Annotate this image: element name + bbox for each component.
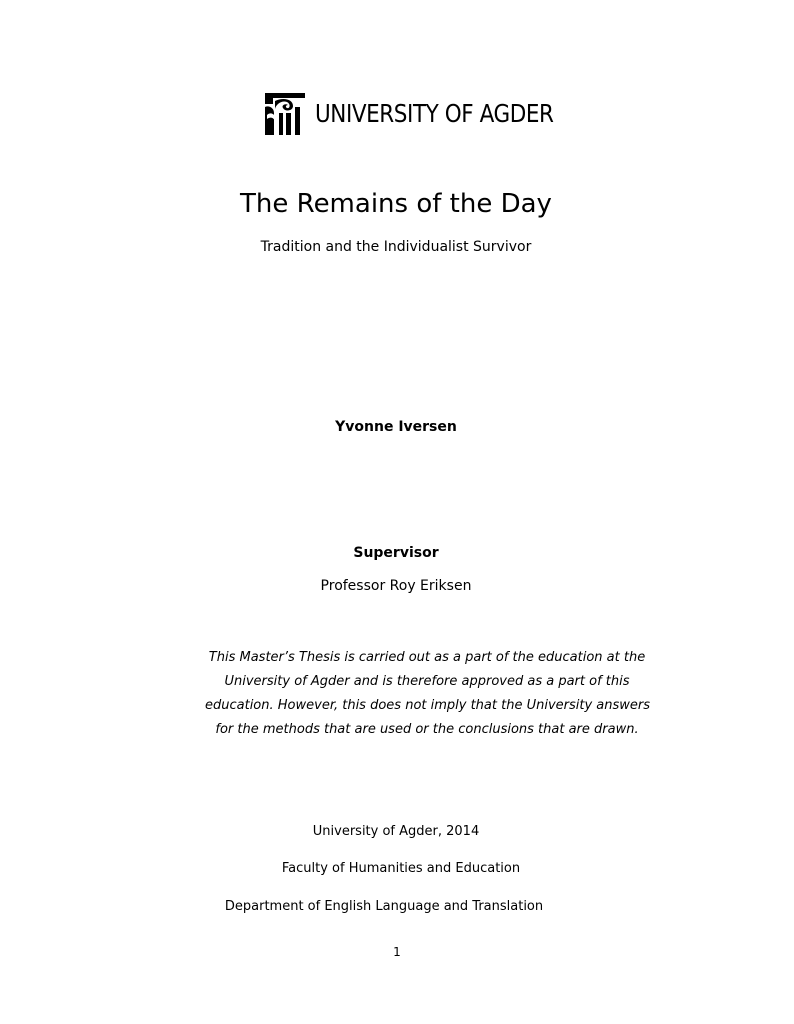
thesis-title: The Remains of the Day (240, 189, 552, 219)
department-clipped (0, 898, 768, 914)
disclaimer-line: for the methods that are used or the conclusions that are drawn. (215, 722, 639, 737)
department-name: Department of English Language and Translation (224, 899, 544, 914)
supervisor-label: Supervisor (353, 545, 439, 561)
thesis-subtitle: Tradition and the Individualist Survivor (260, 239, 532, 255)
university-name-logotype: UNIVERSITY OF AGDER (315, 99, 554, 128)
university-year: University of Agder, 2014 (312, 824, 480, 839)
supervisor-name: Professor Roy Eriksen (320, 578, 472, 594)
disclaimer-line: This Master’s Thesis is carried out as a part of the education at the (208, 650, 646, 665)
page-number: 1 (393, 945, 401, 959)
university-logo (265, 93, 592, 135)
disclaimer-line: education. However, this does not imply that the University answers (205, 698, 651, 713)
author-name: Yvonne Iversen (335, 419, 457, 435)
disclaimer-line: University of Agder and is therefore approved as a part of this (224, 674, 630, 689)
thesis-disclaimer (205, 646, 649, 742)
university-of-agder-logo-icon (265, 93, 305, 135)
faculty-name: Faculty of Humanities and Education (281, 861, 521, 876)
